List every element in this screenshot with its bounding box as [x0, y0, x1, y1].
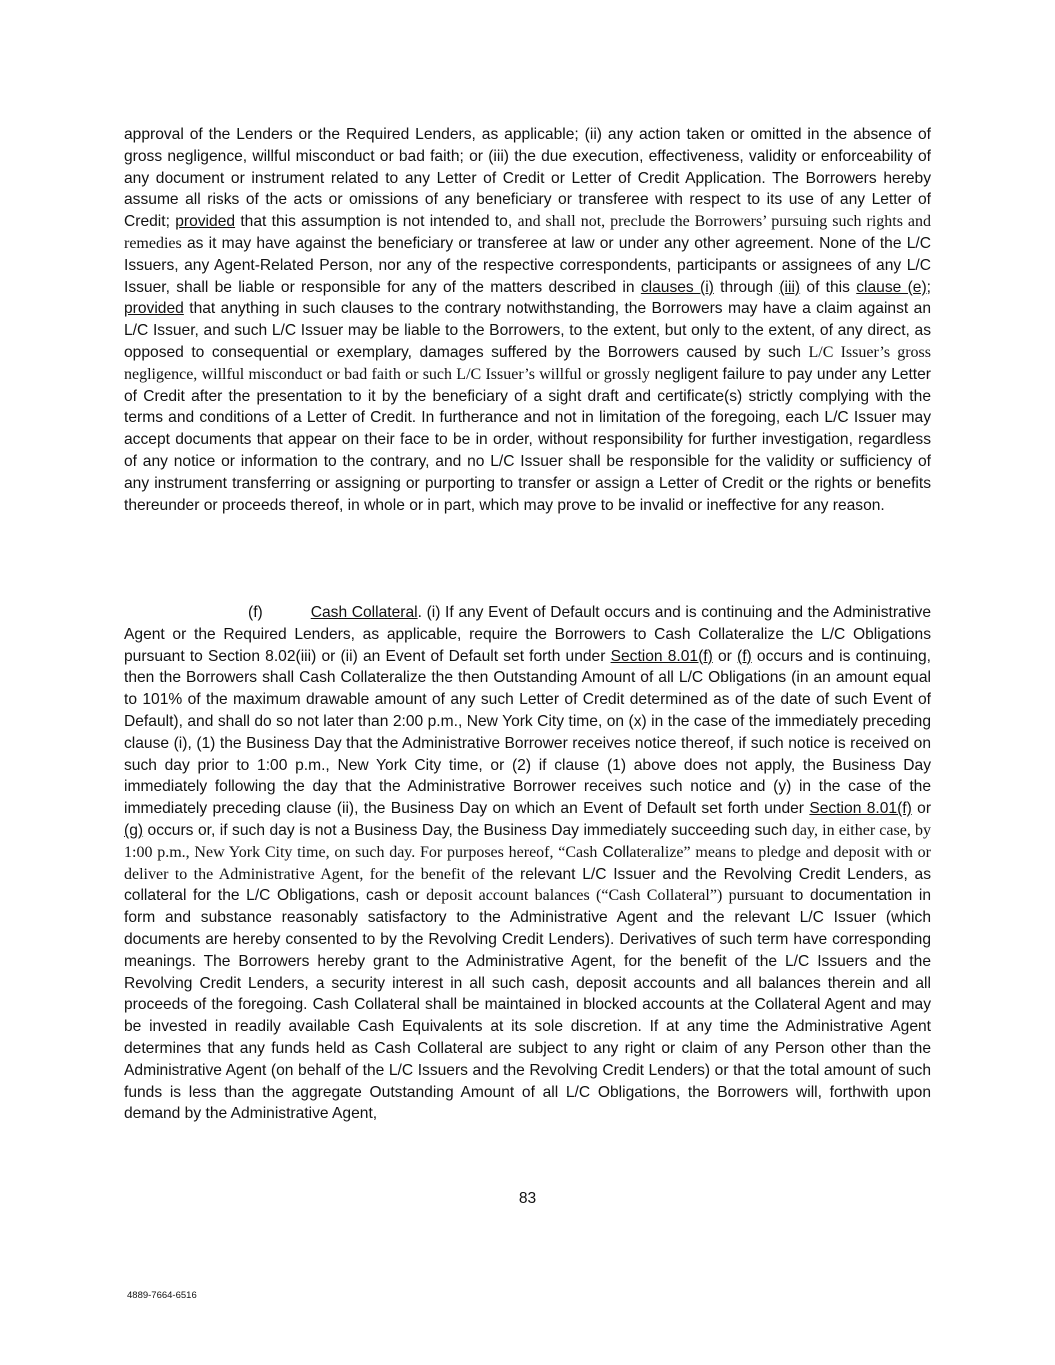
clause-reference: clauses (i) [640, 278, 714, 296]
provided-term: provided [175, 213, 236, 231]
section-label: (f) [248, 604, 263, 621]
clause-reference: (iii) [779, 278, 801, 296]
page-number: 83 [518, 1190, 537, 1207]
section-reference: Section 8.01(f) [610, 647, 713, 665]
clause-reference: clause (e) [856, 278, 927, 296]
section-reference: Section 8.01(f) [809, 800, 912, 818]
section-reference: (f) [737, 647, 752, 665]
paragraph-letter-of-credit-liability: approval of the Lenders or the Required Lenders, as applicable; (ii) any action taken or omitted in the absence of gross negligence, willful misconduct or bad faith; or (iii) the due execution, effectiveness, validity or enforceability of any document or instrument related to any Letter of Credit or Letter of Credit Application. The Borrowers hereby assume all risks of the acts or omissions of any beneficiary or transferee with respect to its use of any Letter of Credit; provided that this assumption is not intended to, and shall not, preclude the Borrowers’ pursuing such rights and remedies as it may have against the beneficiary or transferee at law or under any other agreement. None of the L/C Issuers, any Agent-Related Person, nor any of the respective correspondents, participants or assignees of any L/C Issuer, shall be liable or responsible for any of the matters described in clauses (i) through (iii) of this clause (e); provided that anything in such clauses to the contrary notwithstanding, the Borrowers may have a claim against an L/C Issuer, and such L/C Issuer may be liable to the Borrowers, to the extent, but only to the extent, of any direct, as opposed to consequential or exemplary, damages suffered by the Borrowers caused by such L/C Issuer’s gross negligence, willful misconduct or bad faith or such L/C Issuer’s willful or grossly negligent failure to pay under any Letter of Credit after the presentation to it by the beneficiary of a sight draft and certificate(s) strictly complying with the terms and conditions of a Letter of Credit. In furtherance and not in limitation of the foregoing, each L/C Issuer may accept documents that appear on their face to be in order, without responsibility for further investigation, regardless of any notice or information to the contrary, and no L/C Issuer shall be responsible for the validity or sufficiency of any instrument transferring or assigning or purporting to transfer or assign a Letter of Credit or the rights or benefits thereunder or proceeds thereof, in whole or in part, which may prove to be invalid or ineffective for any reason. [124, 126, 931, 514]
section-heading: Cash Collateral [310, 604, 418, 621]
section-reference: (g) [124, 821, 144, 839]
provided-term: provided [124, 300, 184, 318]
document-id: 4889-7664-6516 [127, 1290, 197, 1301]
paragraph-cash-collateral: (f) Cash Collateral. (i) If any Event of Default occurs and is continuing and the Administrative Agent or the Required Lenders, as applicable, require the Borrowers to Cash Collateralize the L/C Obligations pursuant to Section 8.02(iii) or (ii) an Event of Default set forth under Section 8.01(f) or (f) occurs and is continuing, then the Borrowers shall Cash Collateralize the then Outstanding Amount of all L/C Obligations (in an amount equal to 101% of the maximum drawable amount of any such Letter of Credit determined as of the date of such Event of Default), and shall do so not later than 2:00 p.m., New York City time, on (x) in the case of the immediately preceding clause (i), (1) the Business Day that the Administrative Borrower receives notice thereof, if such notice is received on such day prior to 1:00 p.m., New York City time, or (2) if clause (1) above does not apply, the Business Day immediately following the day that the Administrative Borrower receives such notice and (y) in the case of the immediately preceding clause (ii), the Business Day on which an Event of Default set forth under Section 8.01(f) or (g) occurs or, if such day is not a Business Day, the Business Day immediately succeeding such day, in either case, by 1:00 p.m., New York City time, on such day. For purposes hereof, “Cash Collateralize” means to pledge and deposit with or deliver to the Administrative Agent, for the benefit of the relevant L/C Issuer and the Revolving Credit Lenders, as collateral for the L/C Obligations, cash or deposit account balances (“Cash Collateral”) pursuant to documentation in form and substance reasonably satisfactory to the Administrative Agent and the relevant L/C Issuer (which documents are hereby consented to by the Revolving Credit Lenders). Derivatives of such term have corresponding meanings. The Borrowers hereby grant to the Administrative Agent, for the benefit of the L/C Issuers and the Revolving Credit Lenders, a security interest in all such cash, deposit accounts and all balances therein and all proceeds of the foregoing. Cash Collateral shall be maintained in blocked accounts at the Collateral Agent and may be invested in readily available Cash Equivalents at its sole discretion. If at any time the Administrative Agent determines that any funds held as Cash Collateral are subject to any right or claim of any Person other than the Administrative Agent (on behalf of the L/C Issuers and the Revolving Credit Lenders) or that the total amount of such funds is less than the aggregate Outstanding Amount of all L/C Obligations, the Borrowers will, forthwith upon demand by the Administrative Agent, [124, 604, 932, 1123]
